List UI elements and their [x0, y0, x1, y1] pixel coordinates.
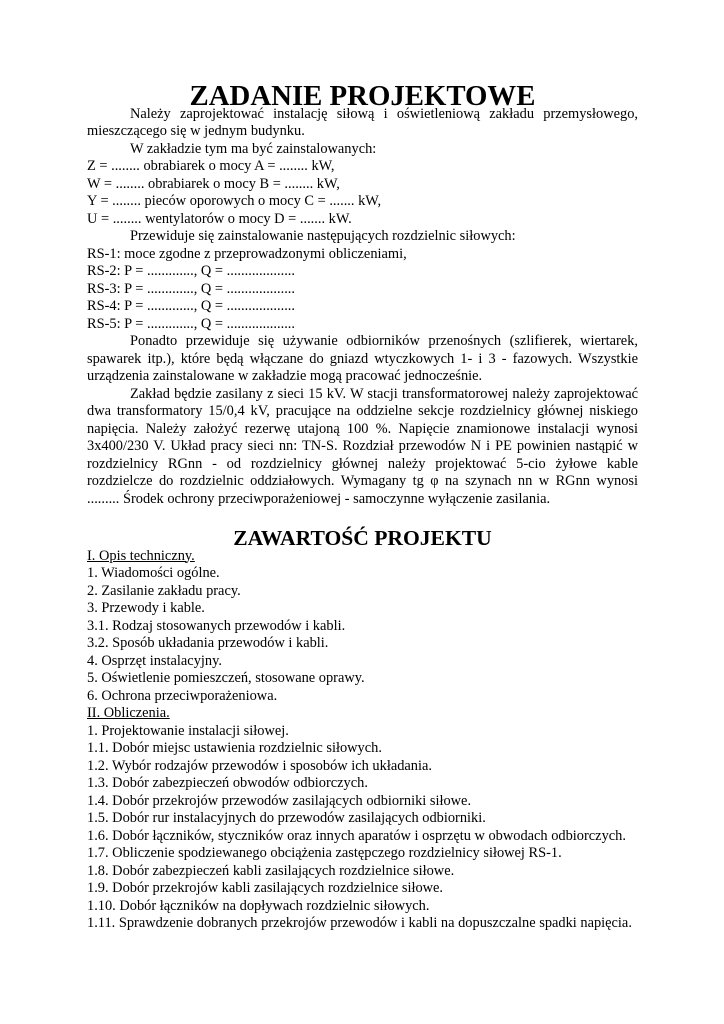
- toc-item: 5. Oświetlenie pomieszczeń, stosowane oprawy.: [87, 670, 365, 686]
- toc-item: 2. Zasilanie zakładu pracy.: [87, 582, 241, 599]
- project-contents-title: ZAWARTOŚĆ PROJEKTU: [233, 526, 492, 550]
- toc-item: 1.6. Dobór łączników, styczników oraz innych aparatów i osprzętu w obwodach odbiorczych.: [87, 827, 626, 844]
- document-content: [87, 80, 638, 933]
- intro-paragraph: Należy zaprojektować instalację siłową i oświetleniową zakładu przemysłowego, mieszczącego się w jednym budynku.: [87, 105, 638, 139]
- rs-item: RS-2: P = ............., Q = ...................: [87, 263, 295, 279]
- installed-header: W zakładzie tym ma być zainstalowanych:: [130, 140, 377, 157]
- toc-item: 1.1. Dobór miejsc ustawienia rozdzielnic siłowych.: [87, 740, 382, 756]
- portable-devices-paragraph: Ponadto przewiduje się używanie odbiorników przenośnych (szlifierek, wiertarek, spawarek itp.), które będą włączane do gniazd wtyczkowych 1- i 3 - fazowych. Wszystkie urządzenia zainstalowane w zakładzie mogą pracować jednocześnie.: [87, 333, 638, 384]
- toc-item: 3. Przewody i kable.: [87, 600, 205, 616]
- toc-item: 1.9. Dobór przekrojów kabli zasilających rozdzielnice siłowe.: [87, 880, 444, 896]
- installed-item: Y = ........ pieców oporowych o mocy C = ....... kW,: [87, 193, 382, 209]
- toc-item: 3.1. Rodzaj stosowanych przewodów i kabli.: [87, 617, 346, 634]
- installed-item: W = ........ obrabiarek o mocy B = ........ kW,: [87, 175, 340, 192]
- toc-item: 1. Projektowanie instalacji siłowej.: [87, 722, 289, 739]
- toc-item: 1.7. Obliczenie spodziewanego obciążenia zastępczego rozdzielnicy siłowej RS-1.: [87, 845, 562, 861]
- toc-item: 1.8. Dobór zabezpieczeń kabli zasilających rozdzielnice siłowe.: [87, 862, 455, 879]
- toc-item: 4. Osprzęt instalacyjny.: [87, 652, 222, 669]
- rs-item: RS-5: P = ............., Q = ...................: [87, 315, 295, 332]
- toc-item: 6. Ochrona przeciwporażeniowa.: [87, 687, 278, 704]
- installed-item: U = ........ wentylatorów o mocy D = ....... kW.: [87, 210, 352, 227]
- toc-item: 1.10. Dobór łączników na dopływach rozdzielnic siłowych.: [87, 897, 430, 914]
- supply-paragraph: Zakład będzie zasilany z sieci 15 kV. W stacji transformatorowej należy zaprojektować dwa transformatory 15/0,4 kV, pracujące na oddzielne sekcje rozdzielnicy głównej niskiego napięcia. Należy założyć rezerwę utajoną 100 %. Napięcie znamionowe instalacji wynosi 3x400/230 V. Układ pracy sieci nn: TN-S. Rozdział przewodów N i PE powinien nastąpić w rozdzielnicy RGnn - od rozdzielnicy głównej należy projektować 5-cio żyłowe kable rozdzielcze do rozdzielnic oddziałowych. Wymagany tg φ na szynach nn w RGnn wynosi ......... Środek ochrony przeciwporażeniowej - samoczynne wyłączenie zasilania.: [87, 385, 638, 507]
- toc-item: 1.2. Wybór rodzajów przewodów i sposobów ich układania.: [87, 757, 432, 774]
- toc-item: 1.5. Dobór rur instalacyjnych do przewodów zasilających odbiorniki.: [87, 810, 486, 826]
- toc-item: 3.2. Sposób układania przewodów i kabli.: [87, 635, 329, 651]
- section-1-heading: I. Opis techniczny.: [87, 547, 195, 564]
- toc-item: 1.4. Dobór przekrojów przewodów zasilających odbiorniki siłowe.: [87, 792, 472, 809]
- toc-item: 1.11. Sprawdzenie dobranych przekrojów przewodów i kabli na dopuszczalne spadki napięcia.: [87, 915, 632, 931]
- rs-item: RS-3: P = ............., Q = ...................: [87, 280, 295, 297]
- rs-item: RS-1: moce zgodne z przeprowadzonymi obliczeniami,: [87, 245, 407, 262]
- page-title: ZADANIE PROJEKTOWE: [189, 80, 536, 112]
- rs-header: Przewiduje się zainstalowanie następujących rozdzielnic siłowych:: [130, 228, 516, 244]
- installed-item: Z = ........ obrabiarek o mocy A = ........ kW,: [87, 158, 335, 174]
- rs-item: RS-4: P = ............., Q = ...................: [87, 298, 295, 314]
- section-2-heading: II. Obliczenia.: [87, 705, 170, 721]
- toc-item: 1.3. Dobór zabezpieczeń obwodów odbiorczych.: [87, 775, 368, 791]
- toc-item: 1. Wiadomości ogólne.: [87, 565, 220, 581]
